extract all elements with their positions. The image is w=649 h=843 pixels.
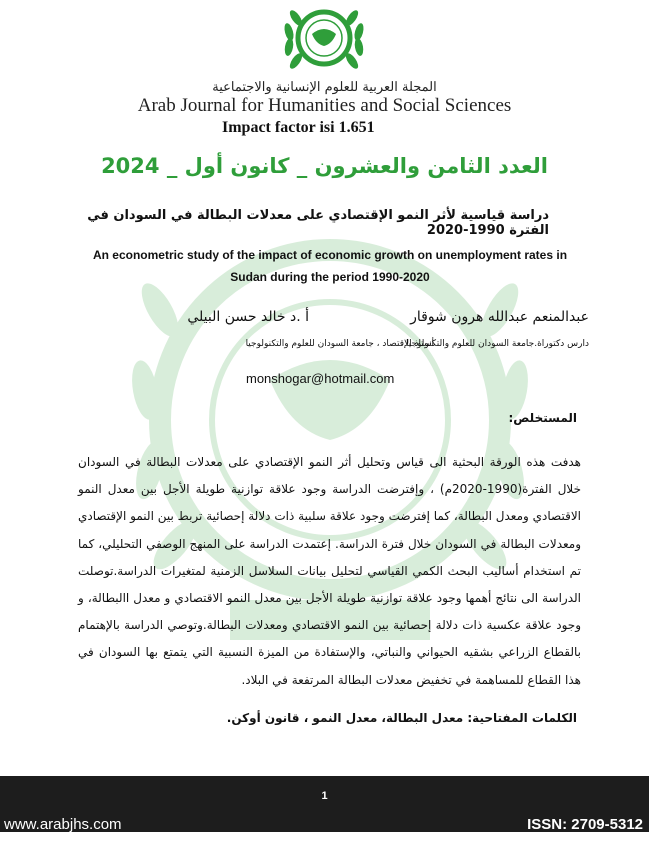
article-title-arabic: دراسة قياسية لأثر النمو الإقتصادي على معدلات البطالة في السودان في الفترة 1990-2020 [87, 208, 549, 238]
author1-affiliation: دارس دكتوراة.جامعة السودان للعلوم والتكنولوجيا [405, 339, 589, 349]
impact-factor: Impact factor isi 1.651 [222, 119, 375, 136]
journal-name-english: Arab Journal for Humanities and Social Sciences [137, 95, 512, 116]
keywords: الكلمات المفتاحية: معدل البطالة، معدل النمو ، قانون أوكن. [226, 711, 577, 725]
author2-name: أ .د خالد حسن البيلي [187, 309, 309, 325]
author1-name: عبدالمنعم عبدالله هرون شوقار [410, 309, 589, 325]
article-title-english-line2: Sudan during the period 1990-2020 [230, 270, 430, 284]
author2-affiliation: أستاذ الإقتصاد ، جامعة السودان للعلوم والتكنولوجيا [245, 339, 434, 349]
issn-label: ISSN: 2709-5312 [527, 816, 643, 833]
article-title-english [70, 244, 590, 288]
journal-name-arabic: المجلة العربية للعلوم الإنسانية والاجتماعية [212, 80, 437, 95]
website-link[interactable]: www.arabjhs.com [4, 816, 122, 833]
author-email[interactable]: monshogar@hotmail.com [246, 371, 395, 386]
abstract-heading: المستخلص: [508, 411, 577, 425]
issue-title: العدد الثامن والعشرون _ كانون أول _ 2024 [101, 154, 548, 178]
abstract-body: هدفت هذه الورقة البحثية الى قياس وتحليل أثر النمو الإقتصادي على معدلات البطالة في السودان خلال الفترة(1990-2020م) ، وإفترضت الدراسة وجود علاقة توازنية طويلة الأجل بين معدل النمو الاقتصادي ومعدل البطالة، كما إفترضت وجود علاقة سلبية ذات دلالة إحصائية تربط بين النمو الإقتصادي ومعدلات البطالة في السودان خلال فترة الدراسة. إعتمدت الدراسة على المنهج الوصفي التحليلي، كما تم استخدام أساليب البحث الكمي القياسي لتحليل بيانات السلاسل الزمنية لمتغيرات الدراسة.توصلت الدراسة الى نتائج أهمها وجود علاقة توازنية طويلة الأجل بين معدل النمو الاقتصادي و معدل االبطالة، و وجود علاقة عكسية ذات دلالة إحصائية بين النمو الاقتصادي ومعدلات البطالة.وتوصي الدراسة بالإهتمام بالقطاع الزراعي بشقيه الحيواني والنباتي، والإستفادة من الميزة النسبية التي يتمتع بها السودان في هذا القطاع للمساهمة في تخفيض معدلات البطالة المرتفعة في البلاد. [78, 455, 581, 687]
article-title-english-line1: An econometric study of the impact of economic growth on unemployment rates in [92, 248, 568, 262]
page-number: 1 [321, 790, 328, 802]
journal-logo-icon [274, 0, 374, 78]
